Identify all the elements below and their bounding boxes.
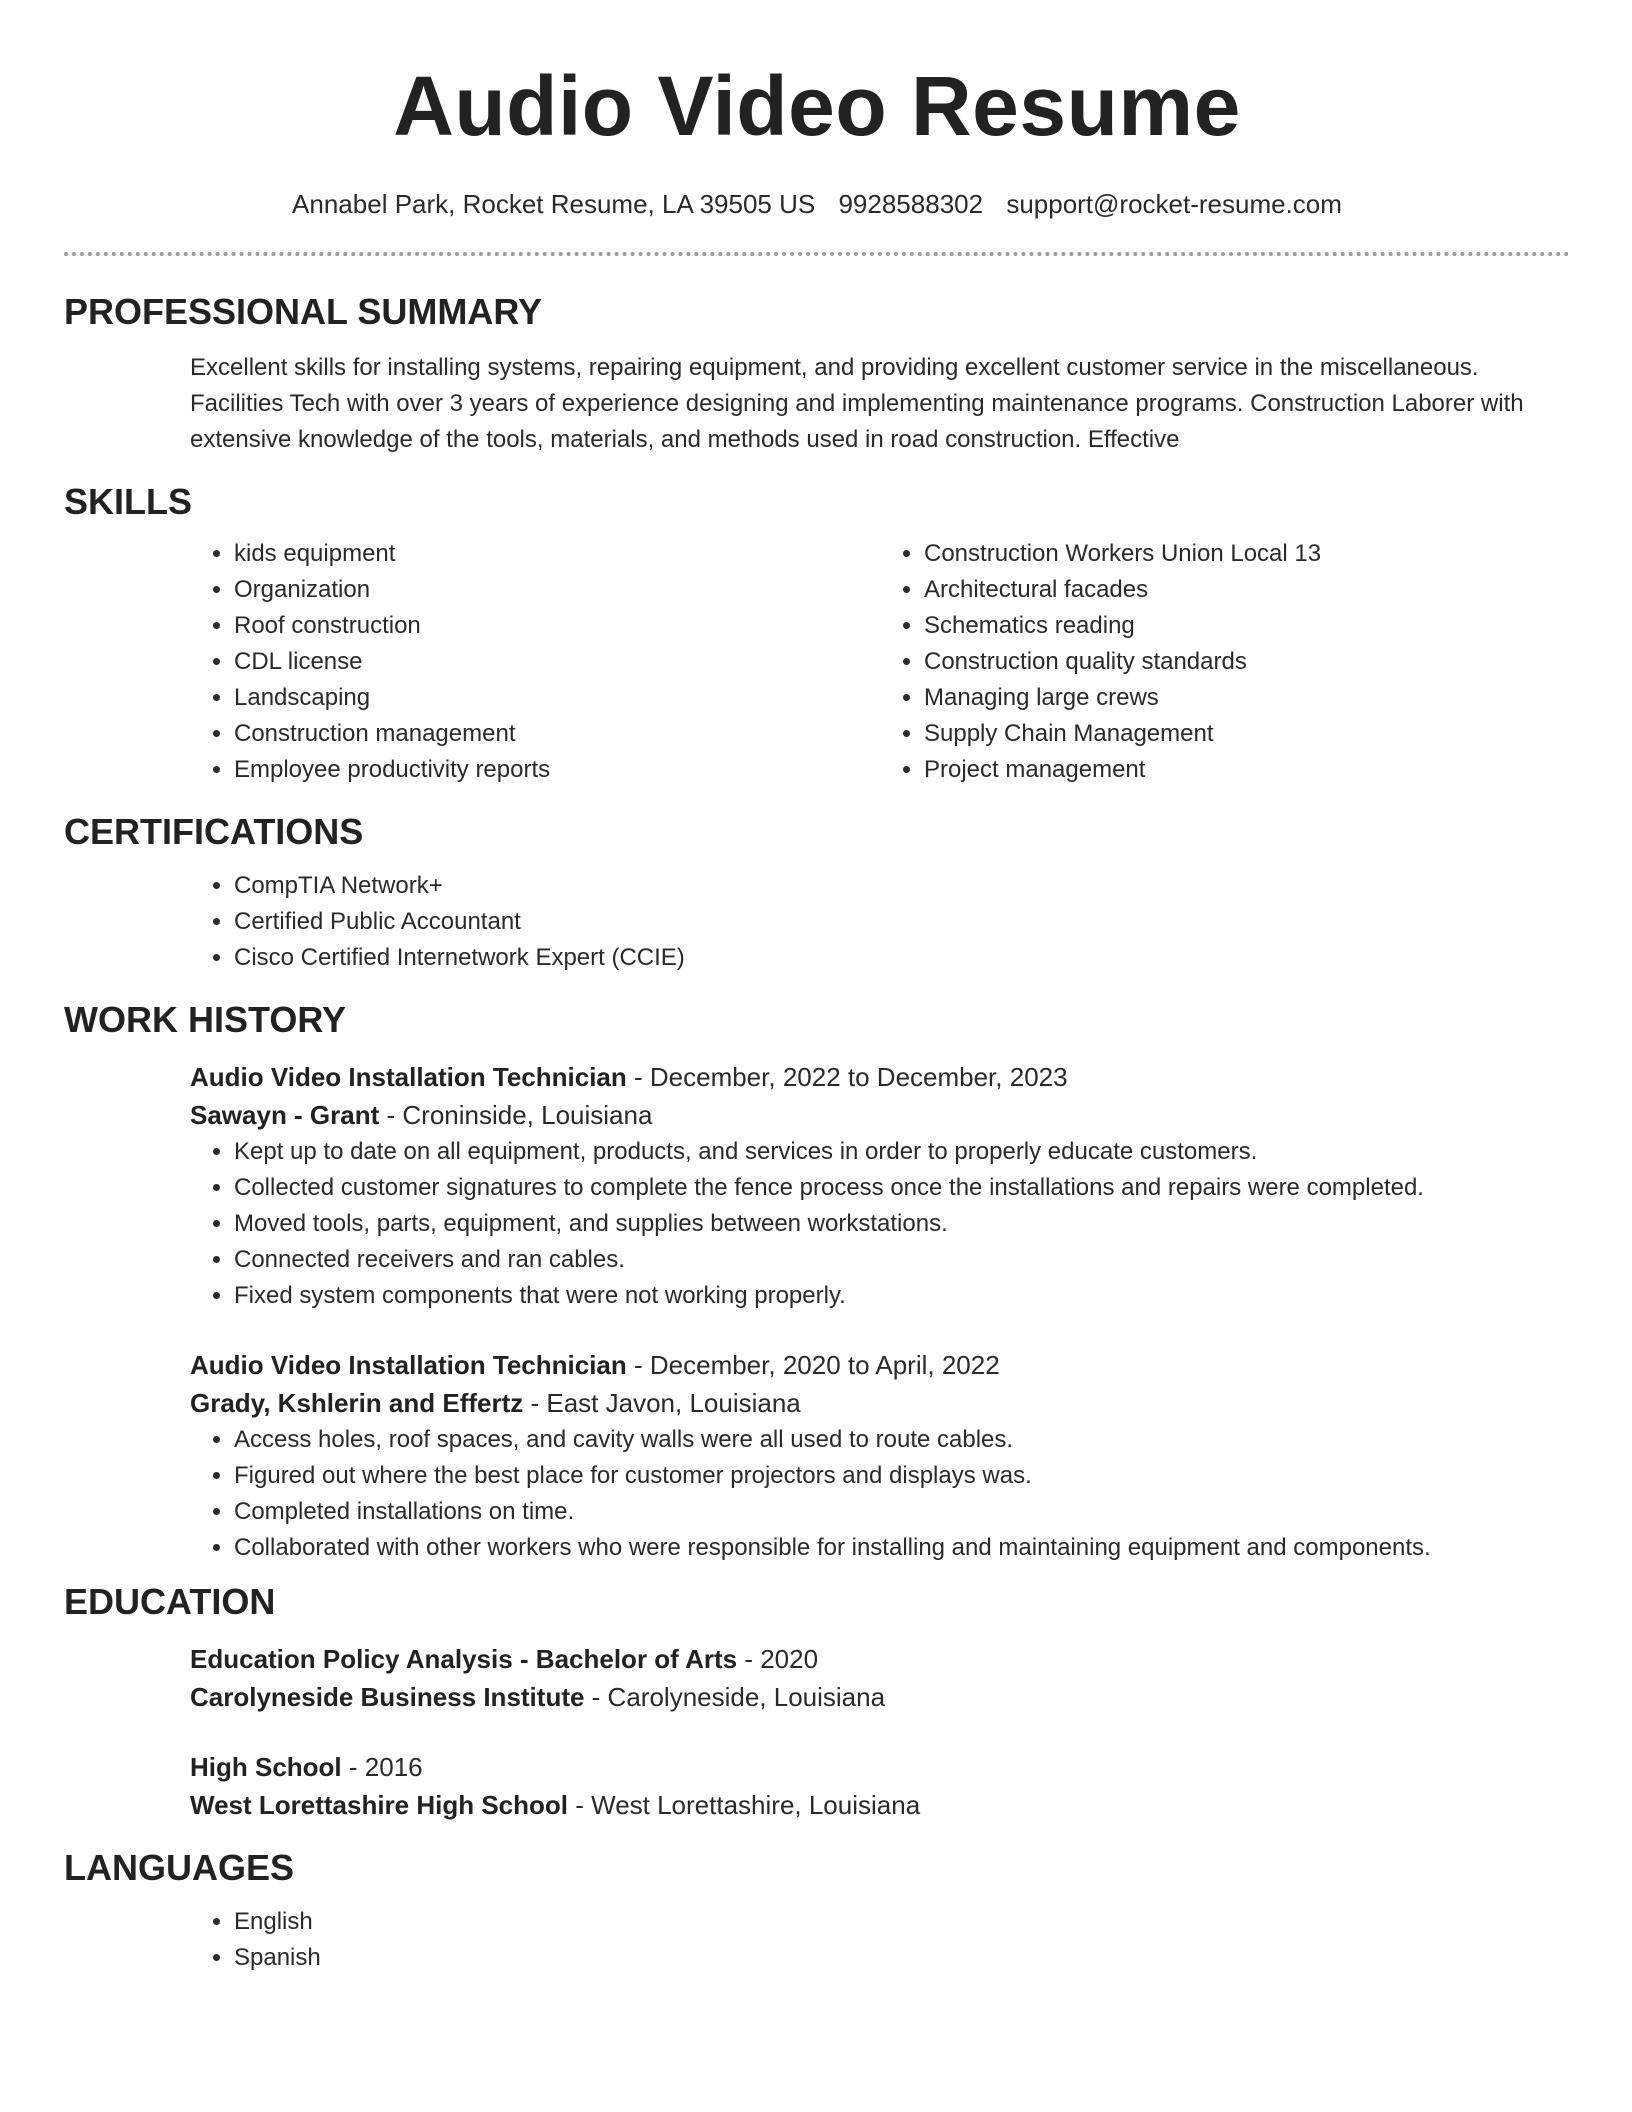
job-bullet: • Kept up to date on all equipment, products, and services in order to properly educate customers. xyxy=(234,1134,1570,1170)
education-school: West Lorettashire High School xyxy=(190,1790,569,1820)
skill-item: • Construction management xyxy=(234,716,880,752)
job-location: - Croninside, Louisiana xyxy=(379,1100,653,1130)
job-company: Grady, Kshlerin and Effertz xyxy=(190,1388,524,1418)
education-block xyxy=(190,1640,1570,1824)
education-year: - 2020 xyxy=(737,1644,819,1674)
summary-text: Excellent skills for installing systems, repairing equipment, and providing excellent customer service in the miscellaneous. Facilities Tech with over 3 years of experience designing and implementing maintenance programs. Construction Laborer with extensive knowledge of the tools, materials, and methods used in road construction. Effective xyxy=(190,354,1524,453)
skills-block xyxy=(190,536,1570,788)
job-bullet: • Collaborated with other workers who were responsible for installing and maintaining equipment and components. xyxy=(234,1530,1570,1566)
job-bullet: • Fixed system components that were not working properly. xyxy=(234,1278,1570,1314)
skill-item: • Construction quality standards xyxy=(924,644,1570,680)
education-location: - West Lorettashire, Louisiana xyxy=(568,1790,921,1820)
languages-heading: LANGUAGES xyxy=(64,1847,295,1888)
education-school: Carolyneside Business Institute xyxy=(190,1682,585,1712)
skill-item: • Employee productivity reports xyxy=(234,752,880,788)
language-item: • English xyxy=(234,1904,1570,1940)
certification-item: • Certified Public Accountant xyxy=(234,904,1570,940)
job-title: Audio Video Installation Technician xyxy=(190,1062,627,1092)
education-degree-line xyxy=(190,1748,1570,1786)
education-degree: Education Policy Analysis - Bachelor of Arts xyxy=(190,1644,738,1674)
education-year: - 2016 xyxy=(341,1752,423,1782)
work-history-heading: WORK HISTORY xyxy=(64,999,347,1040)
education-location: - Carolyneside, Louisiana xyxy=(584,1682,886,1712)
job-dates: - December, 2022 to December, 2023 xyxy=(626,1062,1068,1092)
skill-item: • Managing large crews xyxy=(924,680,1570,716)
job-bullet: • Access holes, roof spaces, and cavity walls were all used to route cables. xyxy=(234,1422,1570,1458)
job-title-line xyxy=(190,1346,1570,1384)
job-entry xyxy=(190,1058,1570,1314)
job-entry xyxy=(190,1346,1570,1566)
education-school-line xyxy=(190,1786,1570,1824)
skill-item: • Supply Chain Management xyxy=(924,716,1570,752)
resume-title: Audio Video Resume xyxy=(393,59,1241,153)
job-bullet: • Figured out where the best place for customer projectors and displays was. xyxy=(234,1458,1570,1494)
contact-address: Annabel Park, Rocket Resume, LA 39505 US xyxy=(292,189,816,219)
job-title: Audio Video Installation Technician xyxy=(190,1350,627,1380)
skills-list-right xyxy=(880,536,1570,788)
job-bullets xyxy=(190,1134,1570,1314)
skill-item: • kids equipment xyxy=(234,536,880,572)
contact-phone: 9928588302 xyxy=(838,189,984,219)
job-company: Sawayn - Grant xyxy=(190,1100,380,1130)
certification-item: • Cisco Certified Internetwork Expert (CCIE) xyxy=(234,940,1570,976)
skills-list-left xyxy=(190,536,880,788)
job-bullet: • Completed installations on time. xyxy=(234,1494,1570,1530)
job-company-line xyxy=(190,1096,1570,1134)
resume-page xyxy=(64,0,1570,1976)
skill-item: • Schematics reading xyxy=(924,608,1570,644)
skills-heading: SKILLS xyxy=(64,481,193,522)
contact-line xyxy=(64,188,1570,220)
skill-item: • Roof construction xyxy=(234,608,880,644)
job-bullets xyxy=(190,1422,1570,1566)
skill-item: • Architectural facades xyxy=(924,572,1570,608)
certification-item: • CompTIA Network+ xyxy=(234,868,1570,904)
job-bullet: • Connected receivers and ran cables. xyxy=(234,1242,1570,1278)
skill-item: • Construction Workers Union Local 13 xyxy=(924,536,1570,572)
certifications-heading: CERTIFICATIONS xyxy=(64,811,364,852)
certifications-list xyxy=(190,868,1570,976)
summary-heading: PROFESSIONAL SUMMARY xyxy=(64,291,543,332)
education-entry xyxy=(190,1640,1570,1716)
languages-list xyxy=(190,1904,1570,1976)
education-school-line xyxy=(190,1678,1570,1716)
contact-email: support@rocket-resume.com xyxy=(1006,189,1342,219)
education-heading: EDUCATION xyxy=(64,1581,276,1622)
job-location: - East Javon, Louisiana xyxy=(523,1388,801,1418)
language-item: • Spanish xyxy=(234,1940,1570,1976)
education-entry xyxy=(190,1748,1570,1824)
skill-item: • Landscaping xyxy=(234,680,880,716)
certifications-block xyxy=(190,868,1570,976)
skill-item: • Organization xyxy=(234,572,880,608)
work-history-block xyxy=(190,1058,1570,1566)
job-bullet: • Collected customer signatures to complete the fence process once the installations and repairs were completed. xyxy=(234,1170,1570,1206)
job-company-line xyxy=(190,1384,1570,1422)
skill-item: • CDL license xyxy=(234,644,880,680)
job-title-line xyxy=(190,1058,1570,1096)
education-degree-line xyxy=(190,1640,1570,1678)
languages-block xyxy=(190,1904,1570,1976)
summary-block xyxy=(190,350,1570,458)
job-bullet: • Moved tools, parts, equipment, and supplies between workstations. xyxy=(234,1206,1570,1242)
skill-item: • Project management xyxy=(924,752,1570,788)
job-dates: - December, 2020 to April, 2022 xyxy=(626,1350,1000,1380)
education-degree: High School xyxy=(190,1752,342,1782)
header-divider xyxy=(64,252,1570,256)
